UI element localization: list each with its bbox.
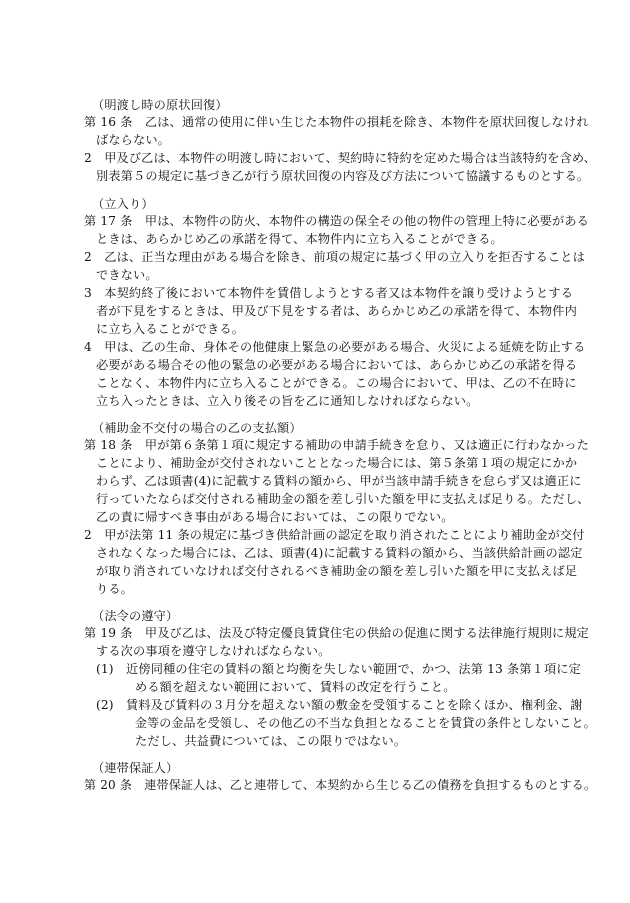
article-17-clause-2-cont: できない。 bbox=[96, 268, 158, 282]
article-18-clause-2-cont: りる。 bbox=[96, 582, 134, 596]
article-17-clause-2: 2 乙は、正当な理由がある場合を除き、前項の規定に基づく甲の立入りを拒否することは bbox=[84, 250, 585, 264]
article-18-clause-2-cont: が取り消されていなければ交付されるべき補助金の額を差し引いた額を甲に支払えば足 bbox=[96, 564, 578, 578]
article-18-line: 乙の責に帰すべき事由がある場合においては、この限りでない。 bbox=[96, 510, 454, 524]
article-19-item-1-cont: める額を超えない範囲において、賃料の改定を行うこと。 bbox=[135, 680, 456, 694]
article-19-line: する次の事項を遵守しなければならない。 bbox=[96, 644, 331, 658]
article-18-line: 行っていたならば交付される補助金の額を差し引いた額を甲に支払えば足りる。ただし、 bbox=[96, 492, 590, 506]
article-18-line: 第 18 条 甲が第６条第１項に規定する補助の申請手続きを怠り、又は適正に行わなかった bbox=[84, 438, 590, 452]
article-18-clause-2-cont: されなくなった場合には、乙は、頭書(4)に記載する賃料の額から、当該供給計画の認定 bbox=[96, 546, 583, 560]
article-17-clause-3-cont: 者が下見をするときは、甲及び下見をする者は、あらかじめ乙の承諾を得て、本物件内 bbox=[96, 304, 577, 318]
article-18-line: わらず、乙は頭書(4)に記載する賃料の額から、甲が当該申請手続きを怠らず又は適正に bbox=[96, 474, 582, 488]
article-19-line: 第 19 条 甲及び乙は、法及び特定優良賃貸住宅の供給の促進に関する法律施行規則に規定 bbox=[84, 626, 590, 640]
article-20-line: 第 20 条 連帯保証人は、乙と連帯して、本契約から生じる乙の債務を負担するものとする。 bbox=[84, 778, 597, 792]
article-17-clause-4-cont: 立ち入ったときは、立入り後その旨を乙に通知しなければならない。 bbox=[96, 394, 479, 408]
article-16-line: 第 16 条 乙は、通常の使用に伴い生じた本物件の損耗を除き、本物件を原状回復しなけれ bbox=[84, 115, 589, 129]
article-16-line: ばならない。 bbox=[96, 133, 171, 147]
article-19-item-2-cont: ただし、共益費については、この限りではない。 bbox=[135, 734, 407, 748]
article-16-clause-2-cont: 別表第５の規定に基づき乙が行う原状回復の内容及び方法について協議するものとする。 bbox=[96, 169, 590, 183]
article-19-item-1: (1) 近傍同種の住宅の賃料の額と均衡を失しない範囲で、かつ、法第 13 条第１項に定 bbox=[96, 662, 581, 676]
section-heading: （法令の遵守） bbox=[92, 609, 179, 623]
article-17-line: 第 17 条 甲は、本物件の防火、本物件の構造の保全その他の物件の管理上特に必要がある bbox=[84, 214, 590, 228]
article-18-line: ことにより、補助金が交付されないこととなった場合には、第５条第１項の規定にかか bbox=[96, 456, 578, 470]
section-heading: （明渡し時の原状回復） bbox=[92, 98, 228, 112]
article-17-clause-4: 4 甲は、乙の生命、身体その他健康上緊急の必要がある場合、火災による延焼を防止する bbox=[84, 340, 586, 354]
article-19-item-2: (2) 賃料及び賃料の３月分を超えない額の敷金を受領することを除くほか、権利金、謝 bbox=[96, 698, 583, 712]
section-heading: （連帯保証人） bbox=[92, 761, 179, 775]
article-17-clause-4-cont: ことなく、本物件内に立ち入ることができる。この場合において、甲は、乙の不在時に bbox=[96, 376, 577, 390]
section-heading: （補助金不交付の場合の乙の支払額） bbox=[92, 421, 302, 435]
article-17-clause-4-cont: 必要がある場合その他の緊急の必要がある場合においては、あらかじめ乙の承諾を得る bbox=[96, 358, 578, 372]
article-17-clause-3-cont: に立ち入ることができる。 bbox=[96, 322, 245, 336]
article-17-line: ときは、あらかじめ乙の承諾を得て、本物件内に立ち入ることができる。 bbox=[96, 232, 503, 246]
article-17-clause-3: 3 本契約終了後において本物件を賃借しようとする者又は本物件を譲り受けようとする bbox=[84, 286, 574, 300]
section-heading: （立入り） bbox=[92, 197, 154, 211]
article-18-clause-2: 2 甲が法第 11 条の規定に基づき供給計画の認定を取り消されたことにより補助金が交付 bbox=[84, 528, 585, 542]
article-16-clause-2: 2 甲及び乙は、本物件の明渡し時において、契約時に特約を定めた場合は当該特約を含め、 bbox=[84, 151, 597, 165]
article-19-item-2-cont: 金等の金品を受領し、その他乙の不当な負担となることを賃貸の条件としないこと。 bbox=[135, 716, 596, 730]
